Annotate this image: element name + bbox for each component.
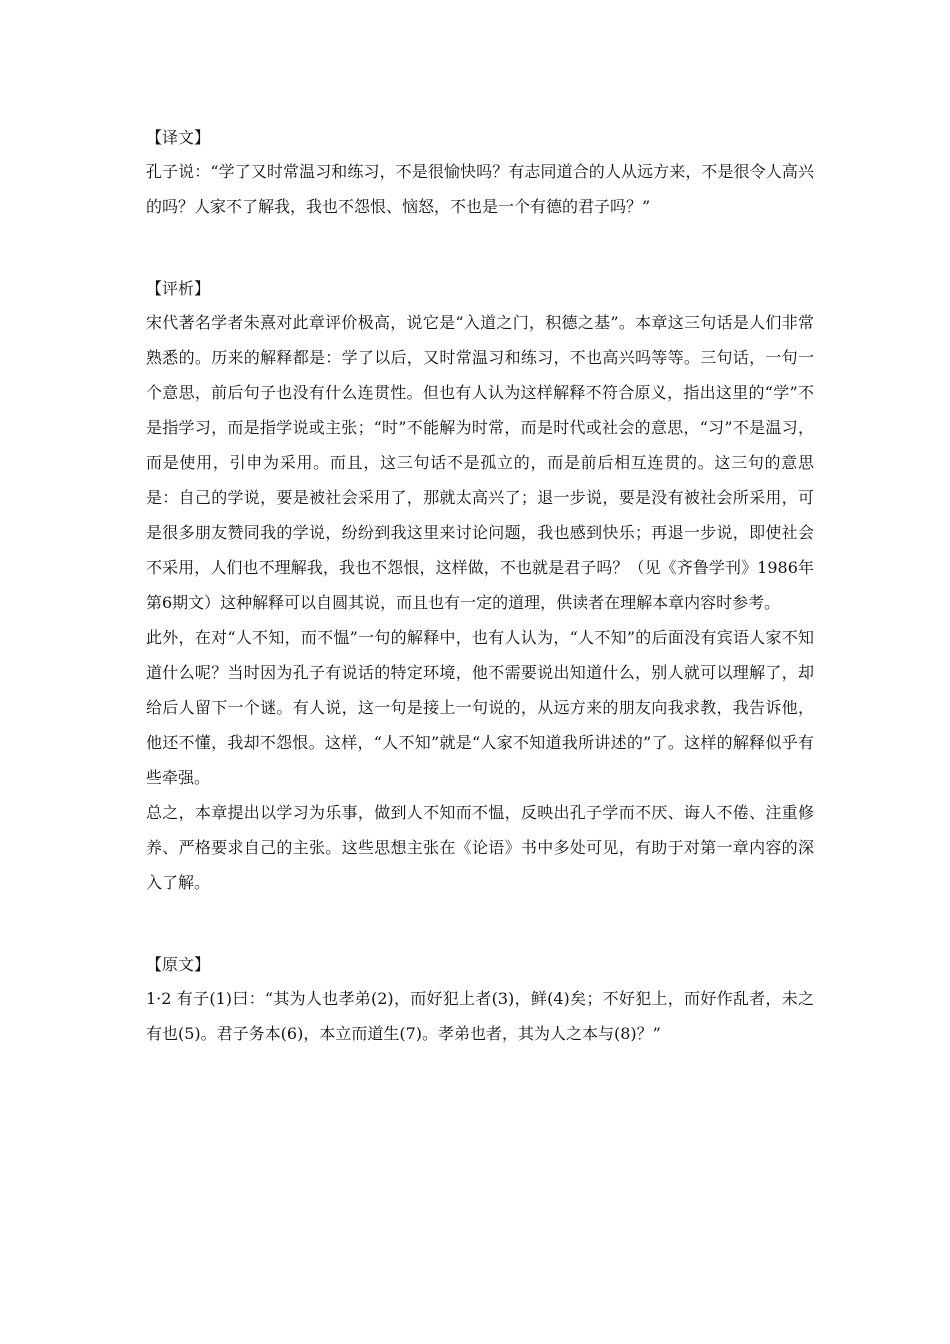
commentary-paragraph-3: 总之，本章提出以学习为乐事，做到人不知而不愠，反映出孔子学而不厌、诲人不倦、注重修养、严格要求自己的主张。这些思想主张在《论语》书中多处可见，有助于对第一章内容的深入了解。: [146, 803, 814, 892]
section-spacer: [146, 900, 814, 948]
translation-section: [146, 121, 814, 224]
section-heading-translation: 【译文】: [146, 128, 211, 147]
translation-paragraph: 孔子说：“学了又时常温习和练习，不是很愉快吗？有志同道合的人从远方来，不是很令人高兴的吗？人家不了解我，我也不怨恨、恼怒，不也是一个有德的君子吗？”: [146, 162, 814, 216]
commentary-section: [146, 272, 814, 900]
section-heading-commentary: 【评析】: [146, 279, 211, 298]
document-page: [146, 121, 814, 1051]
section-spacer: [146, 224, 814, 272]
original-text-paragraph: 1·2 有子(1)曰：“其为人也孝弟(2)，而好犯上者(3)，鲜(4)矣；不好犯上，而好作乱者，未之有也(5)。君子务本(6)，本立而道生(7)。孝弟也者，其为人之本与(8)？”: [146, 989, 814, 1043]
section-heading-original: 【原文】: [146, 955, 211, 974]
commentary-paragraph-2: 此外，在对“人不知，而不愠”一句的解释中，也有人认为，“人不知”的后面没有宾语人家不知道什么呢？当时因为孔子有说话的特定环境，他不需要说出知道什么，别人就可以理解了，却给后人留下一个谜。有人说，这一句是接上一句说的，从远方来的朋友向我求教，我告诉他，他还不懂，我却不怨恨。这样，“人不知”就是“人家不知道我所讲述的”了。这样的解释似乎有些牵强。: [146, 628, 814, 787]
commentary-paragraph-1: 宋代著名学者朱熹对此章评价极高，说它是“入道之门，积德之基”。本章这三句话是人们非常熟悉的。历来的解释都是：学了以后，又时常温习和练习，不也高兴吗等等。三句话，一句一个意思，前后句子也没有什么连贯性。但也有人认为这样解释不符合原义，指出这里的“学”不是指学习，而是指学说或主张；“时”不能解为时常，而是时代或社会的意思，“习”不是温习，而是使用，引申为采用。而且，这三句话不是孤立的，而是前后相互连贯的。这三句的意思是：自己的学说，要是被社会采用了，那就太高兴了；退一步说，要是没有被社会所采用，可是很多朋友赞同我的学说，纷纷到我这里来讨论问题，我也感到快乐；再退一步说，即使社会不采用，人们也不理解我，我也不怨恨，这样做，不也就是君子吗？（见《齐鲁学刊》1986年第6期文）这种解释可以自圆其说，而且也有一定的道理，供读者在理解本章内容时参考。: [146, 313, 814, 612]
original-text-section: [146, 948, 814, 1051]
